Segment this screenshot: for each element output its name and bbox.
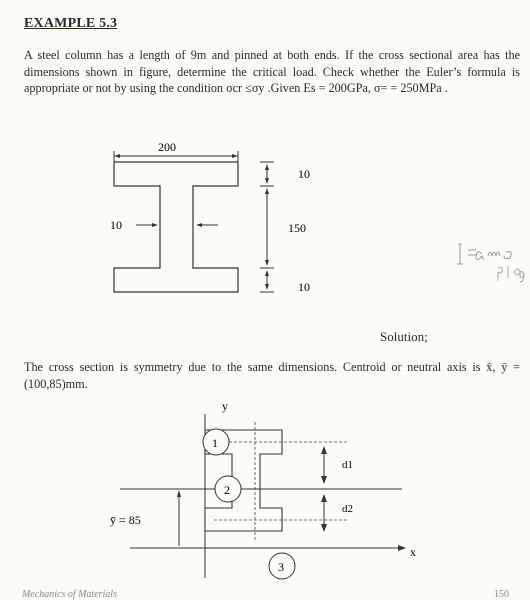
footer-page-number: 150: [494, 589, 509, 600]
width-label: 200: [158, 140, 176, 154]
web-thickness-label: 10: [110, 218, 122, 232]
solution-label: Solution;: [380, 329, 428, 344]
part3-label: 3: [278, 560, 284, 574]
handwritten-margin-note: [454, 236, 530, 282]
example-heading: EXAMPLE 5.3: [24, 16, 118, 31]
part1-label: 1: [212, 436, 218, 450]
d1-label: d1: [342, 459, 353, 471]
web-height-label: 150: [288, 221, 306, 235]
cross-section-figure: [100, 140, 340, 318]
d2-label: d2: [342, 503, 353, 515]
i-section-outline: [114, 162, 238, 292]
problem-statement: A steel column has a length of 9m and pinned at both ends. If the cross sectional area has the dimensions shown in figure, determine the critical load. Check whether the Euler’s formula is appropriate or not by using the condition σcr ≤σy .Given Es = 200GPa, σ= = 250MPa .: [24, 48, 520, 95]
explanation-text: The cross section is symmetry due to the same dimensions. Centroid or neutral axis is x̄, ȳ = (100,85)mm.: [24, 360, 520, 391]
footer-book-title: Mechanics of Materials: [22, 589, 117, 600]
y-axis-label: y: [222, 399, 228, 413]
bottom-flange-label: 10: [298, 280, 310, 294]
centroid-diagram: [110, 400, 430, 590]
part2-label: 2: [224, 483, 230, 497]
ybar-label: ȳ = 85: [110, 513, 141, 527]
x-axis-label: x: [410, 545, 416, 559]
top-flange-label: 10: [298, 167, 310, 181]
